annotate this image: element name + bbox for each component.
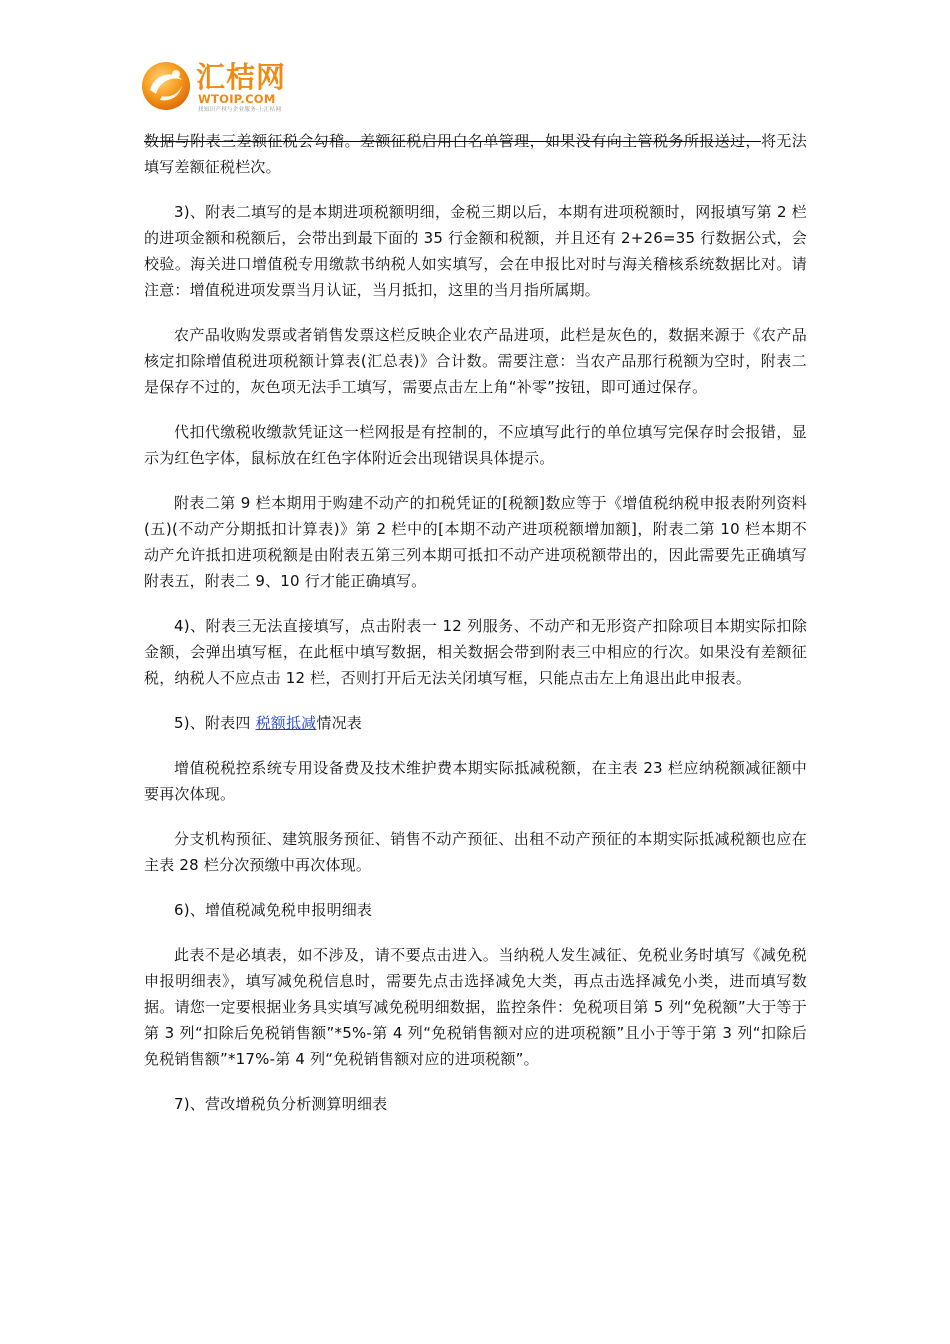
paragraph-text: 将无法填写差额征税栏次。 — [144, 132, 807, 176]
paragraph-withholding-voucher: 代扣代缴税收缴款凭证这一栏网报是有控制的，不应填写此行的单位填写完保存时会报错，显示为红色字体，鼠标放在红色字体附近会出现错误具体提示。 — [144, 423, 807, 467]
section-heading-appendix-4 — [144, 710, 807, 736]
paragraph-appendix-3: 4)、附表三无法直接填写，点击附表一 12 列服务、不动产和无形资产扣除项目本期实际扣除金额，会弹出填写框，在此框中填写数据，相关数据会带到附表三中相应的行次。如果没有差额征税，纳税人不应点击 12 栏，否则打开后无法关闭填写框，只能点击左上角退出此申报表。 — [144, 617, 807, 687]
logo-emblem-icon — [140, 60, 192, 112]
heading-suffix: 情况表 — [316, 714, 362, 732]
tax-offset-link[interactable]: 税额抵减 — [255, 714, 317, 732]
logo-name-cn: 汇桔网 — [196, 60, 287, 94]
logo-name-en: WTOIP.COM — [198, 92, 276, 106]
paragraph-appendix-2: 3)、附表二填写的是本期进项税额明细，金税三期以后，本期有进项税额时，网报填写第 2 栏的进项金额和税额后，会带出到最下面的 35 行金额和税额，并且还有 2+26=35 行数据公式，会校验。海关进口增值税专用缴款书纳税人如实填写，会在申报比对时与海关稽核系统数据比对。请注意：增值税进项发票当月认证，当月抵扣，这里的当月指所属期。 — [144, 203, 807, 299]
paragraph-tax-control-fee: 增值税税控系统专用设备费及技术维护费本期实际抵减税额，在主表 23 栏应纳税额减征额中要再次体现。 — [144, 759, 807, 803]
section-heading-burden-analysis: 7)、营改增税负分析测算明细表 — [174, 1095, 388, 1113]
paragraph-continued — [144, 128, 807, 180]
paragraph-exemption-detail: 此表不是必填表，如不涉及，请不要点击进入。当纳税人发生减征、免税业务时填写《减免税申报明细表》，填写减免税信息时，需要先点击选择减免大类，再点击选择减免小类，进而填写数据。请您一定要根据业务具实填写减免税明细数据，监控条件：免税项目第 5 列“免税额”大于等于第 3 列“扣除后免税销售额”*5%-第 4 列“免税销售额对应的进项税额”且小于等于第 3 列“扣除后免税销售额”*17%-第 4 列“免税销售额对应的进项税额”。 — [144, 946, 807, 1068]
site-logo[interactable] — [140, 58, 320, 118]
paragraph-agricultural-invoice: 农产品收购发票或者销售发票这栏反映企业农产品进项，此栏是灰色的，数据来源于《农产品核定扣除增值税进项税额计算表(汇总表)》合计数。需要注意：当农产品那行税额为空时，附表二是保存不过的，灰色项无法手工填写，需要点击左上角“补零”按钮，即可通过保存。 — [144, 326, 807, 396]
article-body — [144, 128, 807, 1136]
paragraph-prepayment: 分支机构预征、建筑服务预征、销售不动产预征、出租不动产预征的本期实际抵减税额也应在主表 28 栏分次预缴中再次体现。 — [144, 830, 807, 874]
logo-slogan: 找知识产权与企业服务·上汇桔网 — [198, 107, 282, 113]
paragraph-real-estate-deduction: 附表二第 9 栏本期用于购建不动产的扣税凭证的[税额]数应等于《增值税纳税申报表附列资料(五)(不动产分期抵扣计算表)》第 2 栏中的[本期不动产进项税额增加额]，附表二第 10 栏本期不动产允许抵扣进项税额是由附表五第三列本期可抵扣不动产进项税额带出的，因此需要先正确填写附表五，附表二 9、10 行才能正确填写。 — [144, 494, 807, 590]
paragraph-strikethrough-text: 数据与附表三差额征税会勾稽。差额征税启用白名单管理，如果没有向主管税务所报送过， — [144, 132, 761, 150]
heading-prefix: 5)、附表四 — [174, 714, 256, 732]
section-heading-exemption: 6)、增值税减免税申报明细表 — [174, 901, 373, 919]
